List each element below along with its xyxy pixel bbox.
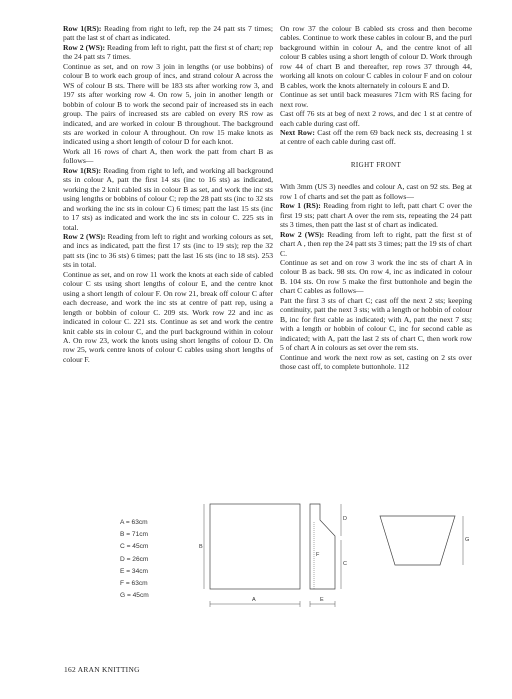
paragraph-text: Continue as set, and on row 11 work the knots at each side of cabled colour C sts using short lengths of colour E, and the centre knot using a short length of colour F. On row 21, break off colour C after each decrease, and work the inc sts at centre of patt rep, using a length or bobbin of colour C. 209 sts. Work row 22 and inc as indicated in colour C. 221 sts. Continue as set and work the centre knit cable sts in colour C, and the purl background within in colour A. On row 23, work the knots using short lengths of colour D. On row 25, work centre knots of colour C cables using short lengths of colour F.	[63, 269, 273, 364]
paragraph-text: Continue as set until back measures 71cm with RS facing for next row.	[280, 90, 472, 109]
paragraph	[63, 147, 273, 166]
row-label: Row 1(RS):	[63, 165, 102, 175]
paragraph	[63, 43, 273, 62]
paragraph	[63, 62, 273, 147]
right-column-top	[280, 24, 472, 147]
front-piece-outline	[310, 504, 335, 589]
paragraph	[280, 128, 472, 147]
back-piece-outline	[210, 504, 300, 589]
paragraph-text: Patt the first 3 sts of chart C; cast off the next 2 sts; keeping continuity, patt the next 3 sts; with a length or hobbin of colour B, inc for first cable as indicated; with A, patt the next 7 sts; with a length or hobbin of colour C, inc for second cable as indicated; with A, patt the last 2 sts of chart C, then work row 5 of chart A in colours as set over the rem sts.	[280, 295, 472, 353]
paragraph	[63, 166, 273, 232]
paragraph-text: Reading from right to left, patt chart C over the first 19 sts; patt chart A over the rem sts, repeating the 24 patt sts 3 times, then patt the last st of chart as indicated.	[280, 201, 473, 230]
right-column-bottom	[280, 182, 472, 371]
paragraph	[280, 90, 472, 109]
legend-entry: D = 26cm	[120, 555, 149, 563]
label-d: D	[343, 516, 347, 522]
sleeve-outline	[380, 516, 455, 565]
paragraph	[280, 182, 472, 201]
row-label: Row 1(RS):	[63, 24, 102, 33]
label-e: E	[320, 597, 324, 603]
row-label: Row 1 (RS):	[280, 201, 321, 211]
row-label: Row 2 (WS):	[63, 231, 106, 241]
paragraph-text: Cast off 76 sts at beg of next 2 rows, and dec 1 st at centre of each cable during cast off.	[280, 109, 472, 128]
row-label: Next Row:	[280, 127, 315, 137]
paragraph	[63, 232, 273, 270]
paragraph	[280, 24, 472, 90]
left-text-column	[63, 24, 273, 364]
paragraph	[280, 230, 472, 258]
paragraph-text: On row 37 the colour B cabled sts cross and then become cables. Continue to work these cables in colour B, and the purl background within in colour A, and the centre knot of all colour B cables using a short length of colour D. Work through row 44 of chart B and thereafter, rep rows 37 through 44, working all knots on colour C cables in colour F and on colour B cables, work the knots alternately in colours E and D.	[280, 24, 472, 90]
legend-entry: E = 34cm	[120, 567, 149, 575]
legend-entry: A = 63cm	[120, 519, 148, 526]
legend-entry: F = 63cm	[120, 580, 148, 588]
paragraph-text: Work all 16 rows of chart A, then work the patt from chart B as follows—	[63, 146, 273, 166]
paragraph-text: Continue as set and on row 3 work the inc sts of chart A in colour B as back. 98 sts. On row 4, inc as indicated in colour B. 104 sts. On row 5 make the first buttonhole and begin the chart C cables as follows—	[280, 257, 472, 296]
paragraph-text: Reading from left to right and working colours as set, and incs as indicated, patt the first 17 sts (inc to 19 sts); rep the 32 patt sts (inc to 36 sts) 6 times; patt the last 16 sts (inc to 18 sts). 253 sts in total.	[63, 231, 273, 270]
paragraph-text: Cast off the rem 69 back neck sts, decreasing 1 st at centre of each cable during cast off.	[280, 127, 472, 147]
paragraph	[280, 201, 472, 229]
legend-entry: G = 45cm	[120, 592, 149, 600]
paragraph-text: Reading from left to right, patt the first st of chart; rep the 24 patt sts 7 times.	[63, 42, 273, 62]
paragraph	[63, 270, 273, 365]
section-heading-right-front: RIGHT FRONT	[350, 160, 402, 169]
legend-entry: B = 71cm	[120, 531, 149, 539]
label-f: F	[316, 552, 320, 558]
paragraph-text: Continue and work the next row as set, casting on 2 sts over those cast off, to complete buttonhole. 112	[280, 352, 472, 371]
paragraph-text: Reading from right to left, rep the 24 patt sts 7 times; patt the last st of chart as indicated.	[63, 24, 273, 43]
label-b: B	[199, 544, 203, 550]
paragraph	[280, 296, 472, 353]
paragraph	[280, 258, 472, 296]
row-label: Row 2 (WS):	[280, 229, 325, 239]
paragraph-text: With 3mm (US 3) needles and colour A, cast on 92 sts. Beg at row 1 of charts and set the patt as follows—	[280, 182, 472, 201]
paragraph	[280, 109, 472, 128]
right-text-column	[280, 24, 472, 371]
measurement-legend	[120, 517, 149, 602]
paragraph	[63, 24, 273, 43]
paragraph-text: Reading from left to right, patt the first st of chart A , then rep the 24 patt sts 3 times; patt the 19 sts of chart C.	[280, 229, 472, 258]
paragraph	[280, 353, 472, 372]
legend-entry: C = 45cm	[120, 543, 149, 551]
label-a: A	[252, 597, 256, 603]
label-g: G	[465, 537, 470, 543]
label-c: C	[343, 561, 347, 567]
paragraph-text: Continue as set, and on row 3 join in lengths (or use bobbins) of colour B to work each group of incs, and strand colour A across the WS of colour B sts. There will be 183 sts after working row 3, and 197 sts after working row 4. On row 5, join in another length or bobbin of colour B to work the second pair of increased sts in each group. The pairs of increased sts are cabled on every RS row as indicated, and are worked in colour B throughout. The background sts are worked in colour A throughout. On row 15 make knots as indicated using a short length of colour D for each knot.	[63, 61, 273, 147]
paragraph-text: Reading from right to left, and working all background sts in colour A, patt the first 14 sts (inc to 16 sts) as indicated, working the 2 knit cabled sts in colour B as set, and work the inc sts using lengths or bobbins of colour C; rep the 28 patt sts (inc to 32 sts and working the inc sts in colour C) 6 times; patt the last 15 sts (inc to 17 sts) as indicated and work the inc sts in colour C. 225 sts in total.	[63, 165, 273, 232]
page-footer: 162 ARAN KNITTING	[64, 665, 140, 674]
row-label: Row 2 (WS):	[63, 42, 106, 52]
